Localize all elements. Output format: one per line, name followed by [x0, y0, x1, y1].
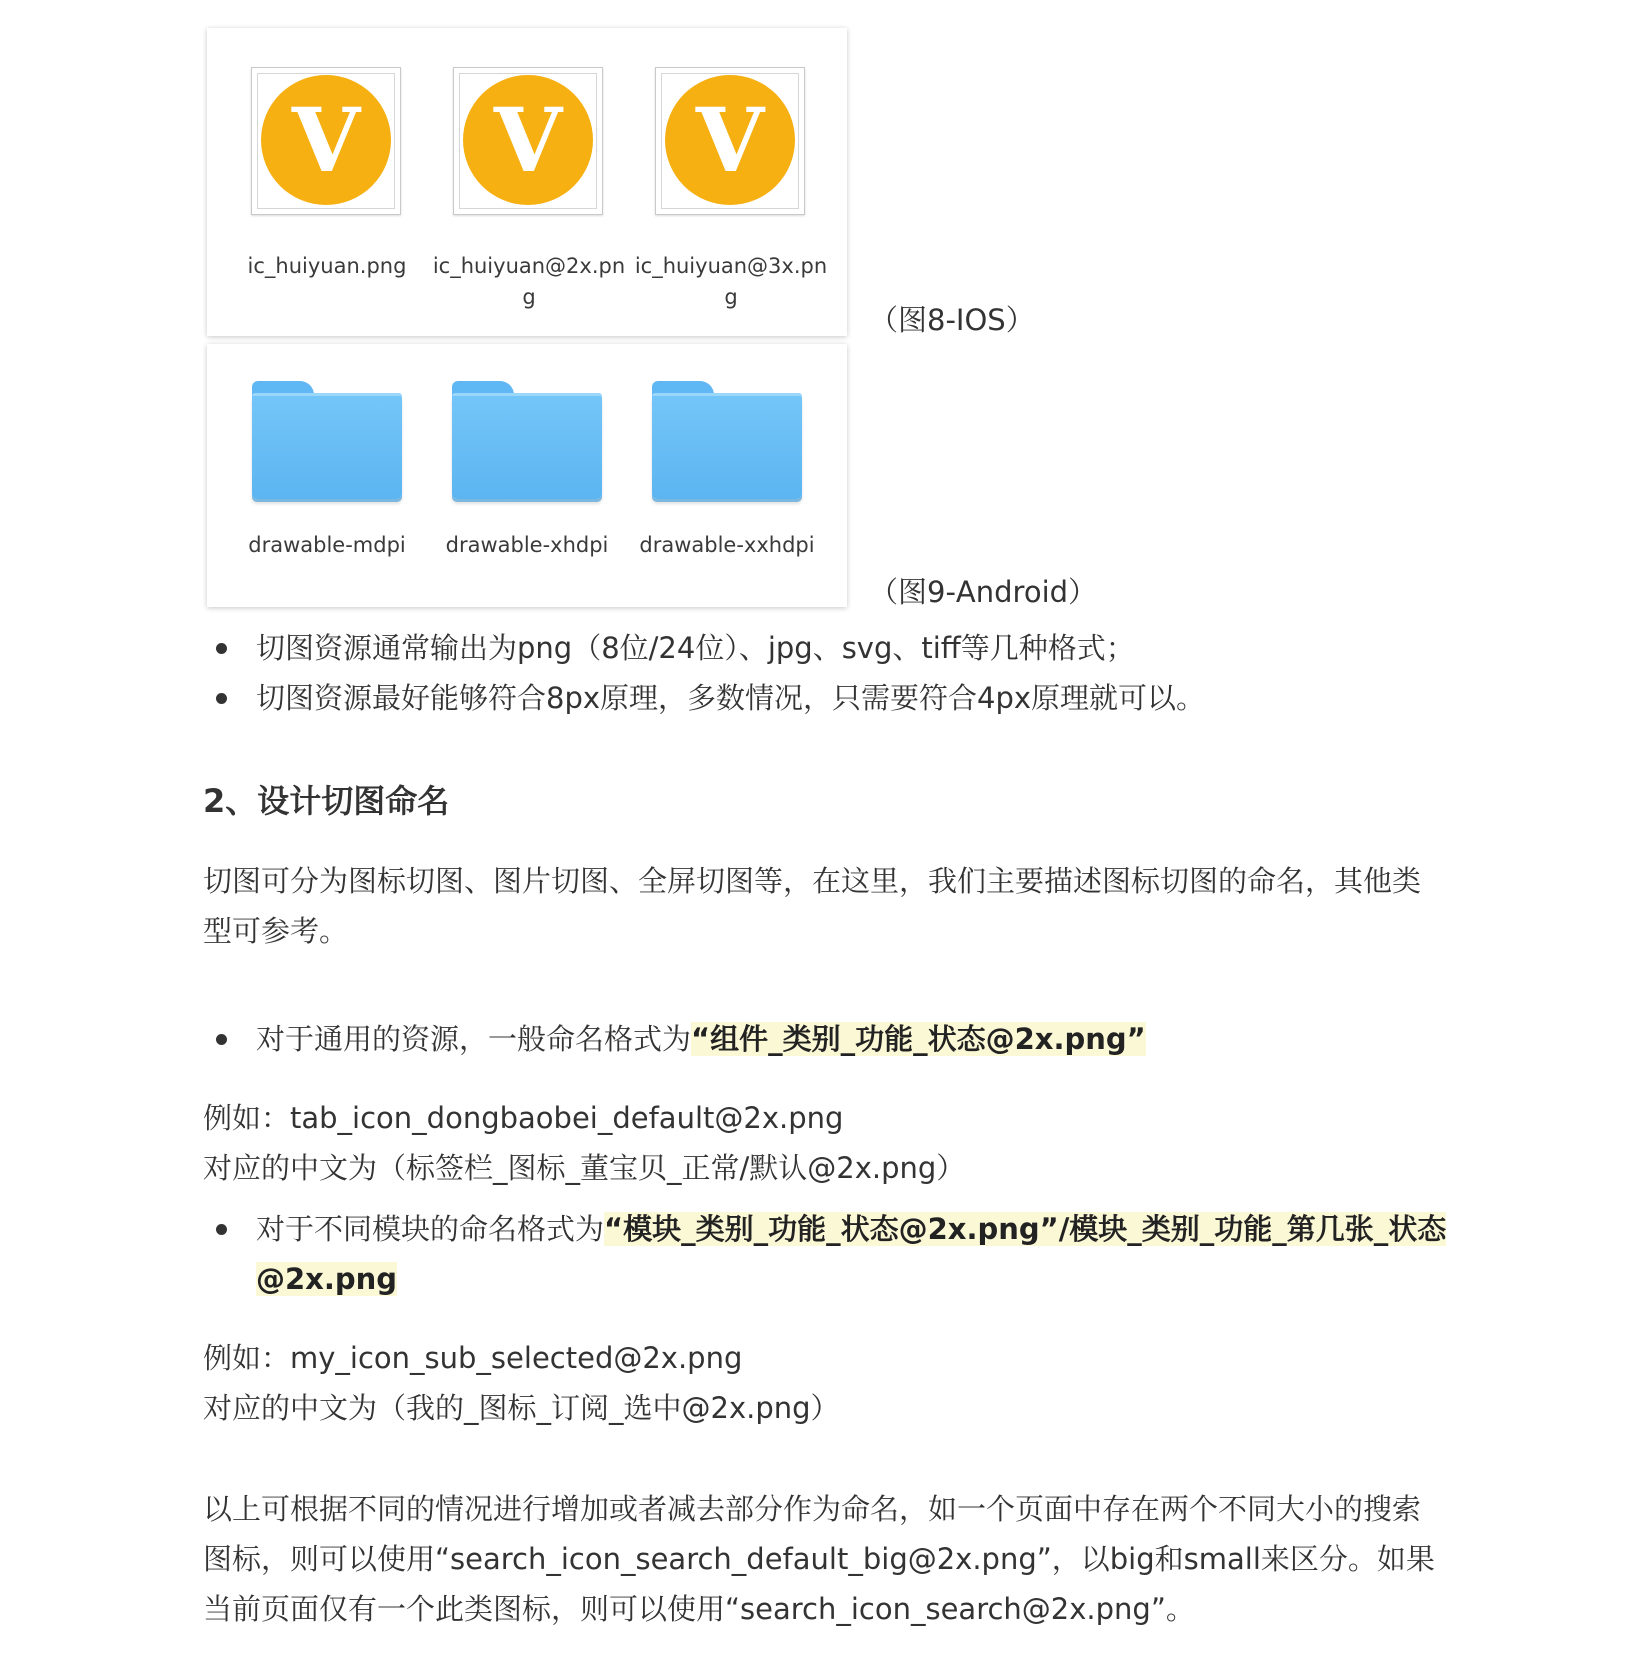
bullet-text: 对于通用的资源，一般命名格式为: [256, 1022, 692, 1056]
bullet-text: 对于不同模块的命名格式为: [256, 1212, 605, 1246]
vip-coin-icon: V: [463, 75, 593, 205]
module-naming-list: [203, 1204, 1453, 1304]
file-thumbnail: [655, 67, 805, 215]
figure-caption-ios: （图8-IOS）: [869, 303, 1035, 337]
vip-coin-icon: V: [261, 75, 391, 205]
example-translation: 对应的中文为（标签栏_图标_董宝贝_正常/默认@2x.png）: [203, 1151, 966, 1185]
example-translation: 对应的中文为（我的_图标_订阅_选中@2x.png）: [203, 1391, 840, 1425]
list-item: [203, 1014, 1453, 1064]
folder-icon: [452, 381, 602, 501]
android-asset-figure: [207, 344, 847, 607]
naming-format-highlight: “组件_类别_功能_状态@2x.png”: [691, 1022, 1146, 1056]
closing-paragraph: 以上可根据不同的情况进行增加或者减去部分作为命名，如一个页面中存在两个不同大小的搜索图标，则可以使用“search_icon_search_default_big@2x.png”，以big和small来区分。如果当前页面仅有一个此类图标，则可以使用“search_icon_search@2x.png”。: [203, 1492, 1435, 1626]
file-thumbnail: [251, 67, 401, 215]
folder-icon: [652, 381, 802, 501]
ios-asset-figure: [207, 28, 847, 336]
folder-name: drawable-xhdpi: [445, 533, 609, 557]
folder-name: drawable-mdpi: [248, 533, 406, 557]
example-line: 例如：my_icon_sub_selected@2x.png: [203, 1341, 743, 1375]
list-item: [203, 1204, 1453, 1304]
naming-format-highlight: “模块_类别_功能_状态@2x.png”/模块_类别_功能_第几张_状态@2x.png: [256, 1212, 1447, 1296]
folder-name: drawable-xxhdpi: [639, 533, 815, 557]
list-item: 切图资源最好能够符合8px原理，多数情况，只需要符合4px原理就可以。: [203, 673, 1453, 723]
list-item: 切图资源通常输出为png（8位/24位）、jpg、svg、tiff等几种格式；: [203, 623, 1453, 673]
example-line: 例如：tab_icon_dongbaobei_default@2x.png: [203, 1101, 844, 1135]
file-thumbnail: [453, 67, 603, 215]
section-heading: 2、设计切图命名: [203, 782, 450, 820]
figure-caption-android: （图9-Android）: [869, 575, 1098, 609]
vip-coin-icon: V: [665, 75, 795, 205]
file-name: ic_huiyuan@3x.png: [634, 254, 828, 309]
intro-paragraph: 切图可分为图标切图、图片切图、全屏切图等，在这里，我们主要描述图标切图的命名，其他类型可参考。: [203, 864, 1422, 948]
file-name: ic_huiyuan@2x.png: [432, 254, 626, 309]
folder-icon: [252, 381, 402, 501]
file-name: ic_huiyuan.png: [247, 254, 407, 278]
format-list: [203, 623, 1453, 723]
naming-list: [203, 1014, 1453, 1064]
